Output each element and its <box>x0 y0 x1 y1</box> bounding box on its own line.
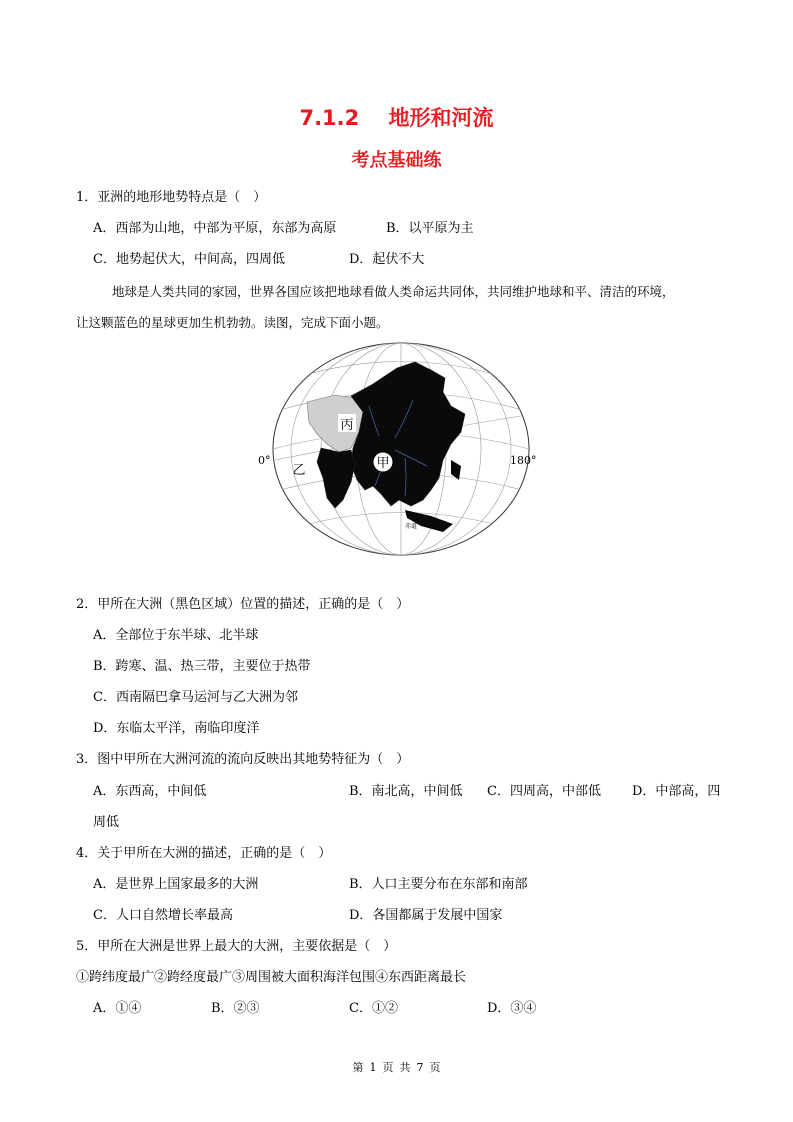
question-4-option-d: D．各国都属于发展中国家 <box>349 908 503 923</box>
question-2-option-c: C．西南隔巴拿马运河与乙大洲为邻 <box>93 690 298 705</box>
question-1-stem: 1．亚洲的地形地势特点是（ ） <box>76 190 267 205</box>
footer-total-pages: 7 <box>416 1061 424 1074</box>
question-5-facts: ①跨纬度最广②跨经度最广③周围被大面积海洋包围④东西距离最长 <box>76 970 467 985</box>
question-3-option-d: D．中部高，四 <box>632 784 721 799</box>
footer-word-di: 第 <box>352 1061 364 1074</box>
globe-map-figure <box>255 340 545 558</box>
footer-page-number: 1 <box>369 1061 377 1074</box>
page-title <box>0 102 793 132</box>
question-5-option-c: C．①② <box>349 1001 398 1016</box>
page-subtitle: 考点基础练 <box>351 150 442 171</box>
page-footer <box>0 1059 793 1075</box>
question-2-option-d: D．东临太平洋，南临印度洋 <box>93 721 260 736</box>
question-5-option-b: B．②③ <box>211 1001 260 1016</box>
question-4-option-a: A．是世界上国家最多的大洲 <box>93 877 259 892</box>
intro-line-1: 地球是人类共同的家园，世界各国应该把地球看做人类命运共同体，共同维护地球和平、清洁的环境， <box>112 284 675 299</box>
label-jia: 甲 <box>376 456 390 471</box>
question-4-stem: 4．关于甲所在大洲的描述，正确的是（ ） <box>76 846 332 861</box>
question-3-stem: 3．图中甲所在大洲河流的流向反映出其地势特征为（ ） <box>76 752 410 767</box>
label-equator: 赤道 <box>405 523 418 530</box>
footer-word-gong: 共 <box>399 1061 411 1074</box>
question-5-stem: 5．甲所在大洲是世界上最大的大洲，主要依据是（ ） <box>76 939 397 954</box>
question-1-option-a: A．西部为山地，中部为平原，东部为高原 <box>93 221 337 236</box>
lesson-number: 7.1.2 <box>299 106 360 130</box>
footer-word-ye: 页 <box>382 1061 394 1074</box>
question-2-stem: 2．甲所在大洲（黑色区域）位置的描述，正确的是（ ） <box>76 597 410 612</box>
label-180-degree: 180° <box>510 454 537 467</box>
question-1-option-d: D．起伏不大 <box>349 252 425 267</box>
question-5-option-a: A．①④ <box>93 1001 142 1016</box>
question-4-option-b: B．人口主要分布在东部和南部 <box>349 877 528 892</box>
question-3-option-d-continued: 周低 <box>93 815 120 830</box>
question-1-option-c: C．地势起伏大，中间高，四周低 <box>93 252 285 267</box>
question-3-option-a: A．东西高，中间低 <box>93 784 207 799</box>
footer-word-ye-2: 页 <box>429 1061 441 1074</box>
question-1-option-b: B．以平原为主 <box>386 221 474 236</box>
question-2-option-b: B．跨寒、温、热三带，主要位于热带 <box>93 659 311 674</box>
intro-line-2: 让这颗蓝色的星球更加生机勃勃。读图，完成下面小题。 <box>76 315 389 330</box>
lesson-title: 地形和河流 <box>388 106 494 130</box>
question-4-option-c: C．人口自然增长率最高 <box>93 908 233 923</box>
question-3-option-b: B．南北高，中间低 <box>349 784 463 799</box>
question-2-option-a: A．全部位于东半球、北半球 <box>93 628 259 643</box>
question-5-option-d: D．③④ <box>487 1001 537 1016</box>
label-0-degree: 0° <box>258 454 271 467</box>
label-bing: 丙 <box>340 418 354 433</box>
label-yi: 乙 <box>292 463 306 478</box>
question-3-option-c: C．四周高，中部低 <box>487 784 601 799</box>
